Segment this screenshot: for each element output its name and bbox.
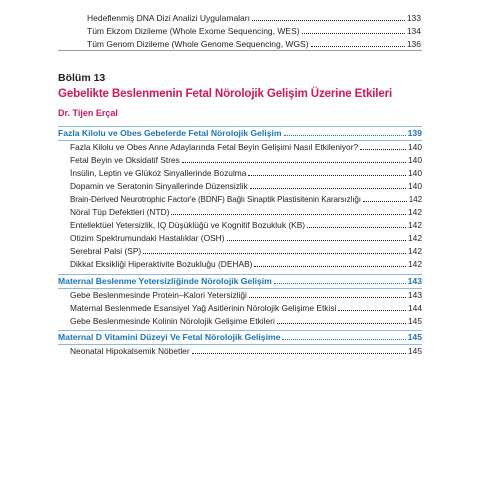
toc-subentry-page: 142 xyxy=(408,207,422,217)
toc-section-label: Maternal Beslenme Yetersizliğinde Nörolojik Gelişim xyxy=(58,276,272,286)
toc-subentry-label: Nöral Tüp Defektleri (NTD) xyxy=(70,207,170,217)
chapter-number: Bölüm 13 xyxy=(58,72,106,84)
dot-leader xyxy=(302,33,405,34)
toc-subentry-page: 140 xyxy=(408,181,422,191)
toc-entry-label: Hedeflenmiş DNA Dizi Analizi Uygulamaları xyxy=(87,13,250,23)
toc-subentry[interactable] xyxy=(70,193,422,206)
dot-leader xyxy=(307,227,406,228)
dot-leader xyxy=(360,149,406,150)
toc-section-page: 139 xyxy=(407,128,422,138)
toc-subentry-page: 142 xyxy=(408,220,422,230)
toc-subentry[interactable] xyxy=(70,219,422,232)
toc-entry[interactable] xyxy=(87,12,421,24)
toc-subentry[interactable] xyxy=(70,245,422,258)
dot-leader xyxy=(338,310,406,311)
dot-leader xyxy=(277,323,406,324)
toc-subentry[interactable] xyxy=(70,206,422,219)
toc-subentry[interactable] xyxy=(70,154,422,167)
dot-leader xyxy=(250,188,406,189)
toc-subentry[interactable] xyxy=(70,302,422,315)
toc-subentry-page: 145 xyxy=(408,316,422,326)
toc-section-label: Fazla Kilolu ve Obes Gebelerde Fetal Nörolojik Gelişim xyxy=(58,128,282,138)
toc-subentry[interactable] xyxy=(70,167,422,180)
toc-subentry-label: Neonatal Hipokalsemik Nöbetler xyxy=(70,346,190,356)
toc-entry-page: 136 xyxy=(406,39,421,49)
toc-subentry-label: Gebe Beslenmesinde Protein–Kalori Yetersizliği xyxy=(70,290,247,300)
toc-subentry-label: Fetal Beyin ve Oksidatif Stres xyxy=(70,155,180,165)
toc-section-label: Maternal D Vitamini Düzeyi Ve Fetal Nörolojik Gelişime xyxy=(58,332,281,342)
dot-leader xyxy=(254,266,406,267)
section-divider xyxy=(58,50,422,51)
toc-entry-page: 134 xyxy=(406,26,421,36)
toc-subentry-page: 142 xyxy=(408,259,422,269)
chapter-author: Dr. Tijen Erçal xyxy=(58,108,118,118)
dot-leader xyxy=(248,175,406,176)
toc-subentry-label: Dopamin ve Seratonin Sinyallerinde Düzensizlik xyxy=(70,181,248,191)
toc-subentry[interactable] xyxy=(70,345,422,358)
toc-subentry-label: Gebe Beslenmesinde Kolinin Nörolojik Gelişime Etkileri xyxy=(70,316,275,326)
toc-subentry-page: 142 xyxy=(408,233,422,243)
chapter-title: Gebelikte Beslenmenin Fetal Nörolojik Gelişim Üzerine Etkileri xyxy=(58,87,393,100)
dot-leader xyxy=(284,135,406,136)
toc-subentry-page: 140 xyxy=(408,168,422,178)
toc-subentry-label: Maternal Beslenmede Esansiyel Yağ Asitlerinin Nörolojik Gelişime Etkisi xyxy=(70,303,337,313)
toc-section-heading[interactable] xyxy=(58,331,422,344)
toc-subentry-page: 145 xyxy=(408,346,422,356)
toc-entry-page: 133 xyxy=(406,13,421,23)
toc-subentry[interactable] xyxy=(70,289,422,302)
toc-subentry-page: 142 xyxy=(408,246,422,256)
toc-section-page: 145 xyxy=(407,332,422,342)
toc-subentry[interactable] xyxy=(70,232,422,245)
dot-leader xyxy=(274,283,406,284)
toc-subentry[interactable] xyxy=(70,141,422,154)
toc-subentry-label: Fazla Kilolu ve Obes Anne Adaylarında Fetal Beyin Gelişimi Nasıl Etkileniyor? xyxy=(70,142,359,152)
toc-subentry-page: 140 xyxy=(408,142,422,152)
toc-subentry[interactable] xyxy=(70,180,422,193)
toc-subentry-label: İnsülin, Leptin ve Glükoz Sinyallerinde Bozulma xyxy=(70,168,247,178)
toc-subentry-page: 144 xyxy=(408,303,422,313)
toc-subentry-page: 142 xyxy=(408,195,422,204)
toc-subentry-page: 143 xyxy=(408,290,422,300)
dot-leader xyxy=(249,297,406,298)
toc-subentry-label: Entellektüel Yetersizlik, IQ Düşüklüğü ve Kognitif Bozukluk (KB) xyxy=(70,220,306,230)
dot-leader xyxy=(143,253,406,254)
dot-leader xyxy=(363,201,407,202)
toc-subentry[interactable] xyxy=(70,258,422,271)
toc-subentry-label: Serebral Palsi (SP) xyxy=(70,246,142,256)
dot-leader xyxy=(192,353,406,354)
toc-subentry-label: Otizim Spektrumundaki Hastalıklar (OSH) xyxy=(70,233,225,243)
dot-leader xyxy=(252,20,405,21)
toc-entry-label: Tüm Genom Dizileme (Whole Genome Sequencing, WGS) xyxy=(87,39,309,49)
toc-section-page: 143 xyxy=(407,276,422,286)
toc-section-heading[interactable] xyxy=(58,275,422,288)
dot-leader xyxy=(182,162,406,163)
dot-leader xyxy=(227,240,407,241)
toc-entry[interactable] xyxy=(87,38,421,50)
toc-subentry[interactable] xyxy=(70,315,422,328)
toc-subentry-page: 140 xyxy=(408,155,422,165)
toc-subentry-label: Dikkat Eksikliği Hiperaktivite Bozukluğu (DEHAB) xyxy=(70,259,253,269)
toc-section-heading[interactable] xyxy=(58,127,422,140)
toc-subentry-label: Brain-Derived Neurotrophic Factor'e (BDNF) Bağlı Sinaptik Plastisitenin Kararsızlığı xyxy=(70,195,361,204)
toc-entry[interactable] xyxy=(87,25,421,37)
dot-leader xyxy=(282,339,405,340)
dot-leader xyxy=(311,46,405,47)
toc-entry-label: Tüm Ekzom Dizileme (Whole Exome Sequencing, WES) xyxy=(87,26,300,36)
dot-leader xyxy=(171,214,406,215)
